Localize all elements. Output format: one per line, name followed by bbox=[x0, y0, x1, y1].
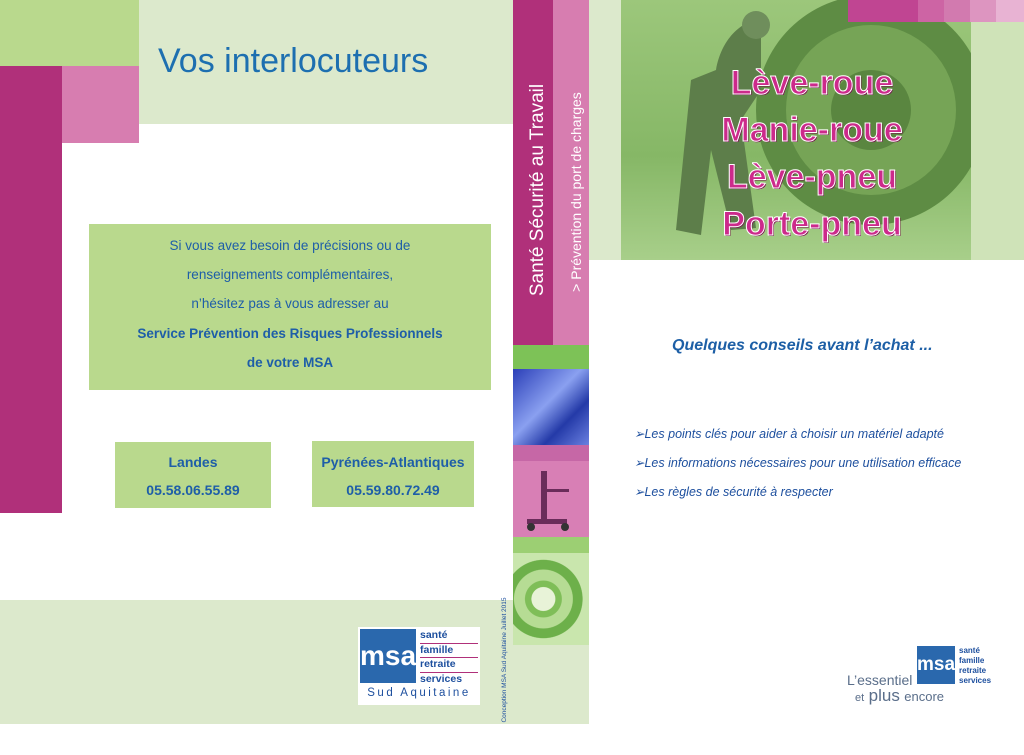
headline-2: Manie-roue bbox=[721, 111, 903, 149]
stripe-4 bbox=[970, 0, 996, 22]
spine-main-text: Santé Sécurité au Travail bbox=[527, 83, 548, 297]
credit-text: Conception MSA Sud Aquitaine Juillet 2015 bbox=[501, 597, 508, 723]
contact-pyrenees bbox=[312, 441, 474, 507]
list-item bbox=[634, 425, 1014, 454]
corner-green-block bbox=[0, 0, 139, 66]
msa-monogram: msa bbox=[360, 629, 416, 683]
contact-name: Pyrénées-Atlantiques bbox=[321, 454, 465, 470]
msa-line: famille bbox=[420, 644, 478, 659]
strip-wheel-photo bbox=[513, 553, 589, 645]
headline-1: Lève-roue bbox=[730, 64, 894, 102]
page-title: Vos interlocuteurs bbox=[158, 42, 429, 80]
service-msa: de votre MSA bbox=[246, 355, 334, 370]
spine-image-strip bbox=[513, 345, 589, 645]
msa-line: famille bbox=[959, 656, 985, 665]
bullet-text: Les points clés pour aider à choisir un matériel adapté bbox=[644, 427, 944, 441]
left-pink-block bbox=[62, 66, 139, 143]
contact-landes bbox=[115, 442, 271, 508]
msa-logo bbox=[358, 627, 480, 705]
msa-line: services bbox=[420, 672, 463, 685]
tagline-2 bbox=[855, 686, 944, 706]
stripe-3 bbox=[944, 0, 970, 22]
service-name: Service Prévention des Risques Professionnels bbox=[137, 326, 443, 341]
msa-monogram-small: msa bbox=[917, 646, 955, 684]
strip-pink-band bbox=[513, 445, 589, 461]
info-line: renseignements complémentaires, bbox=[186, 267, 394, 282]
bullet-list bbox=[634, 425, 1014, 512]
tagline-encore: encore bbox=[904, 689, 945, 704]
stripe-2 bbox=[918, 0, 944, 22]
cover-subtitle: Quelques conseils avant l’achat ... bbox=[672, 337, 933, 354]
spine-bottom-green bbox=[513, 645, 589, 724]
strip-green-band bbox=[513, 345, 589, 369]
cover-right-green bbox=[971, 0, 1024, 260]
headline-3: Lève-pneu bbox=[726, 158, 898, 196]
cover-stripes bbox=[848, 0, 1024, 22]
contact-phone: 05.58.06.55.89 bbox=[146, 482, 240, 498]
bullet-glyph: ➢ bbox=[634, 456, 645, 470]
contact-name: Landes bbox=[168, 454, 218, 470]
bullet-text: Les informations nécessaires pour une utilisation efficace bbox=[644, 456, 962, 470]
tagline-et: et bbox=[855, 692, 865, 704]
msa-lines bbox=[420, 629, 478, 686]
msa-lines-small bbox=[959, 646, 1005, 686]
list-item bbox=[634, 454, 1014, 483]
info-line: Si vous avez besoin de précisions ou de bbox=[169, 238, 411, 253]
tagline-plus: plus bbox=[868, 686, 900, 705]
headline-4: Porte-pneu bbox=[722, 205, 902, 243]
lift-icon bbox=[513, 461, 589, 537]
tagline-1: L’essentiel bbox=[847, 672, 913, 688]
msa-logo-small bbox=[845, 640, 1005, 710]
msa-line: santé bbox=[959, 646, 980, 655]
contact-phone: 05.59.80.72.49 bbox=[346, 482, 440, 498]
list-item bbox=[634, 483, 1014, 512]
stripe-5 bbox=[996, 0, 1024, 22]
msa-region: Sud Aquitaine bbox=[367, 687, 471, 699]
spine-sub-text: > Prévention du port de charges bbox=[568, 92, 584, 292]
info-line: n’hésitez pas à vous adresser au bbox=[191, 296, 389, 311]
strip-lift-photo bbox=[513, 461, 589, 537]
strip-green-band-2 bbox=[513, 537, 589, 553]
stripe-1 bbox=[848, 0, 918, 22]
info-box bbox=[89, 224, 491, 390]
msa-line: retraite bbox=[420, 658, 478, 673]
strip-rollers-photo bbox=[513, 369, 589, 445]
msa-line: santé bbox=[420, 629, 478, 644]
left-magenta-bar bbox=[0, 66, 62, 513]
bullet-glyph: ➢ bbox=[634, 427, 645, 441]
bullet-text: Les règles de sécurité à respecter bbox=[644, 485, 833, 499]
bullet-glyph: ➢ bbox=[634, 485, 645, 499]
msa-line: retraite bbox=[959, 666, 987, 675]
msa-line: services bbox=[959, 676, 992, 685]
